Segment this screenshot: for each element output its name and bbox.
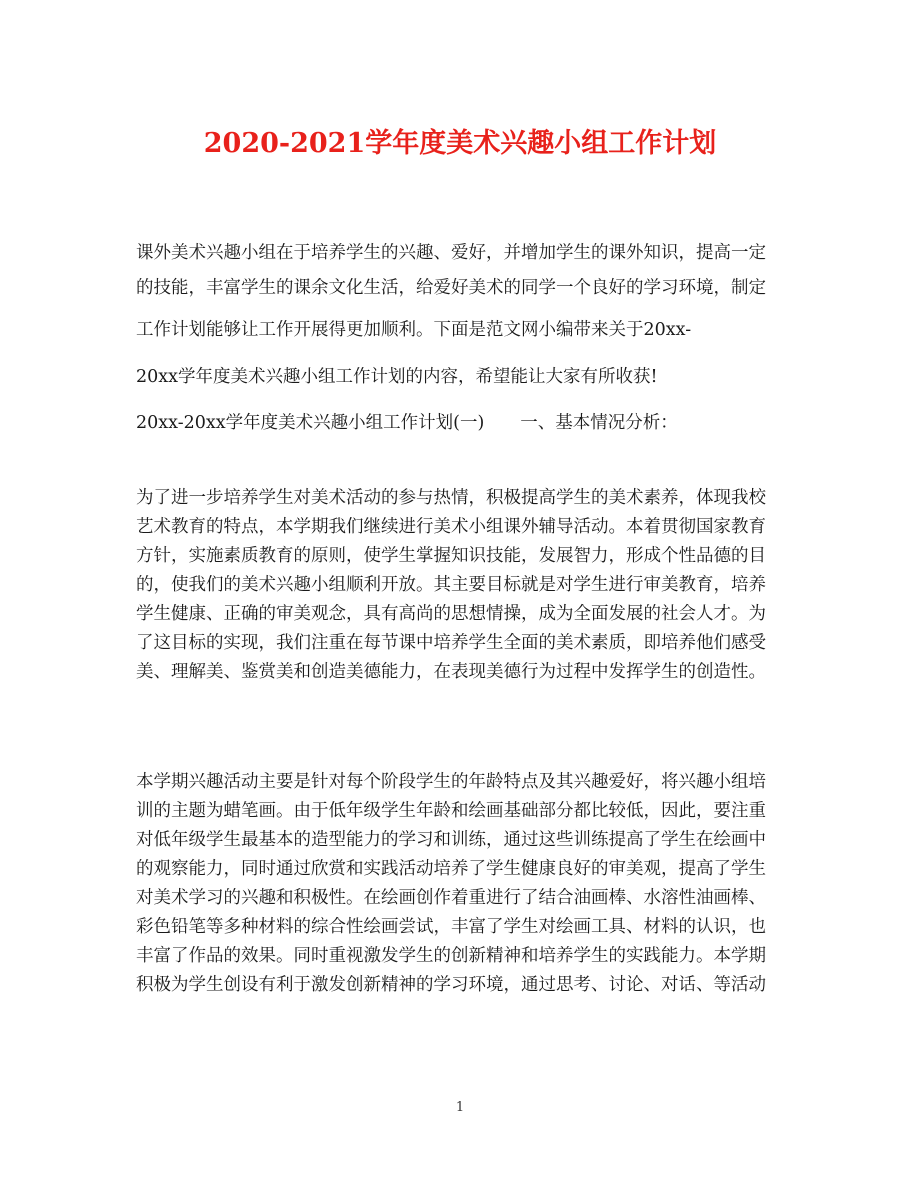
paragraph-2-line: 丰富了作品的效果。同时重视激发学生的创新精神和培养学生的实践能力。本学期 <box>136 946 766 966</box>
paragraph-1-line: 美、理解美、鉴赏美和创造美德能力，在表现美德行为过程中发挥学生的创造性。 <box>136 662 766 682</box>
paragraph-1 <box>136 484 786 687</box>
paragraph-1-line: 的，使我们的美术兴趣小组顺利开放。其主要目标就是对学生进行审美教育，培养 <box>136 575 766 595</box>
intro-line-4: 20xx学年度美术兴趣小组工作计划的内容，希望能让大家有所收获! <box>136 367 658 387</box>
paragraph-2-line: 对低年级学生最基本的造型能力的学习和训练，通过这些训练提高了学生在绘画中 <box>136 830 766 850</box>
paragraph-2 <box>136 768 786 1000</box>
paragraph-2-line: 对美术学习的兴趣和积极性。在绘画创作着重进行了结合油画棒、水溶性油画棒、 <box>136 888 766 908</box>
paragraph-1-line: 学生健康、正确的审美观念，具有高尚的思想情操，成为全面发展的社会人才。为 <box>136 604 766 624</box>
intro-line-3: 工作计划能够让工作开展得更加顺利。下面是范文网小编带来关于20xx- <box>136 320 692 340</box>
paragraph-2-line: 积极为学生创设有利于激发创新精神的学习环境，通过思考、讨论、对话、等活动 <box>136 975 766 995</box>
document-title: 2020-2021学年度美术兴趣小组工作计划 <box>203 128 717 159</box>
section-title: 20xx-20xx学年度美术兴趣小组工作计划(一) <box>136 413 485 433</box>
paragraph-1-line: 方针，实施素质教育的原则，使学生掌握知识技能，发展智力，形成个性品德的目 <box>136 546 766 566</box>
paragraph-1-line: 艺术教育的特点，本学期我们继续进行美术小组课外辅导活动。本着贯彻国家教育 <box>136 517 766 537</box>
page-number: 1 <box>455 1100 465 1115</box>
intro-line-2: 的技能，丰富学生的课余文化生活，给爱好美术的同学一个良好的学习环境，制定 <box>136 278 766 298</box>
paragraph-2-line: 本学期兴趣活动主要是针对每个阶段学生的年龄特点及其兴趣爱好，将兴趣小组培 <box>136 772 766 792</box>
paragraph-2-line: 训的主题为蜡笔画。由于低年级学生年龄和绘画基础部分都比较低，因此，要注重 <box>136 801 766 821</box>
section-subtitle: 一、基本情况分析： <box>520 413 678 433</box>
paragraph-2-line: 的观察能力，同时通过欣赏和实践活动培养了学生健康良好的审美观，提高了学生 <box>136 859 766 879</box>
intro-line-1: 课外美术兴趣小组在于培养学生的兴趣、爱好，并增加学生的课外知识，提高一定 <box>136 243 766 263</box>
paragraph-2-line: 彩色铅笔等多种材料的综合性绘画尝试，丰富了学生对绘画工具、材料的认识，也 <box>136 917 766 937</box>
section-heading <box>136 410 678 436</box>
paragraph-1-line: 了这目标的实现，我们注重在每节课中培养学生全面的美术素质，即培养他们感受 <box>136 633 766 653</box>
paragraph-1-line: 为了进一步培养学生对美术活动的参与热情，积极提高学生的美术素养，体现我校 <box>136 488 766 508</box>
